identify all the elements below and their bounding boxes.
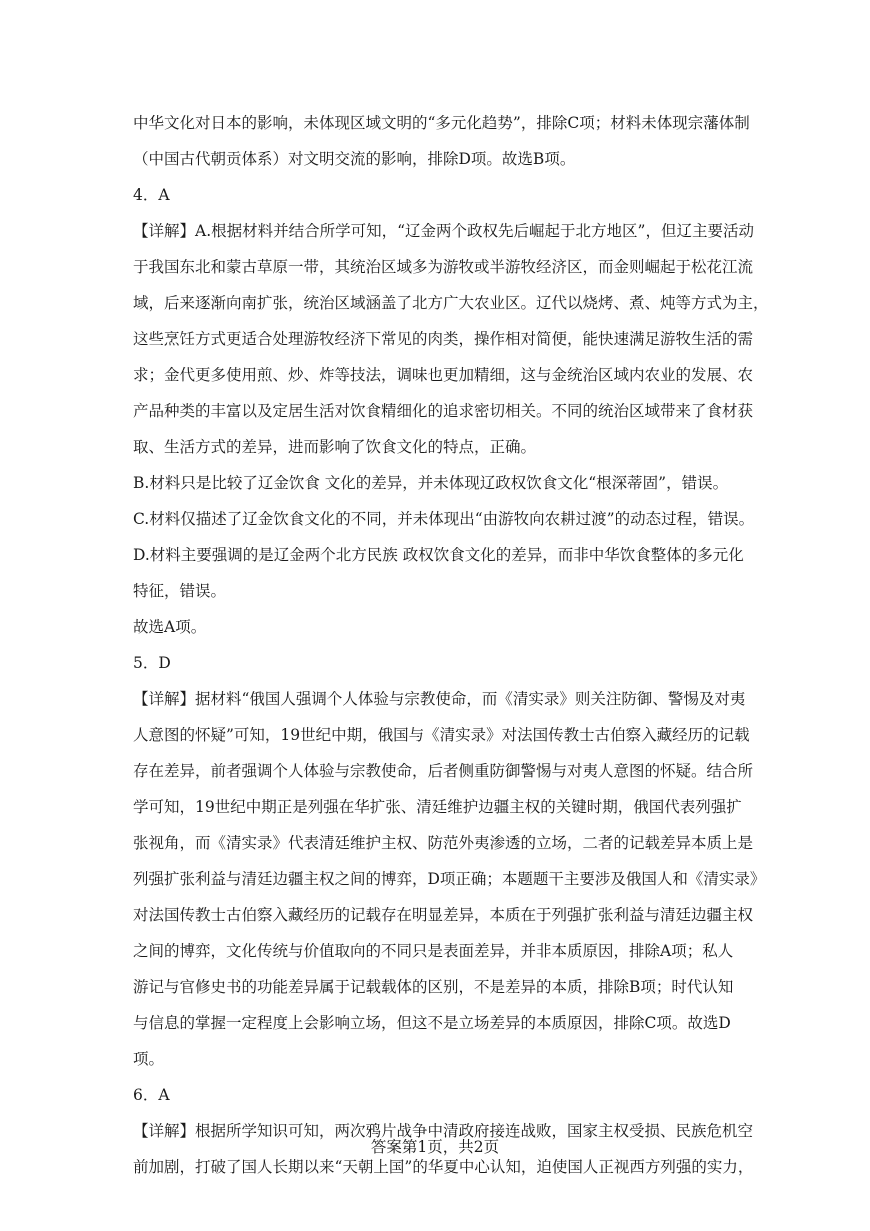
text-line: 与信息的掌握一定程度上会影响立场，但这不是立场差异的本质原因，排除C项。故选D	[133, 1014, 731, 1032]
text-line: 列强扩张利益与清廷边疆主权之间的博弈，D项正确；本题题干主要涉及俄国人和《清实录》	[133, 870, 766, 888]
text-line: B.材料只是比较了辽金饮食 文化的差异，并未体现辽政权饮食文化“根深蒂固”，错误。	[133, 474, 729, 492]
text-line: 这些烹饪方式更适合处理游牧经济下常见的肉类，操作相对简便，能快速满足游牧生活的需	[133, 330, 754, 348]
text-line: 产品种类的丰富以及定居生活对饮食精细化的追求密切相关。不同的统治区域带来了食材获	[133, 402, 754, 420]
text-line: 取、生活方式的差异，进而影响了饮食文化的特点，正确。	[133, 438, 537, 456]
text-line: 域，后来逐渐向南扩张，统治区域涵盖了北方广大农业区。辽代以烧烤、煮、炖等方式为主，	[133, 294, 769, 312]
text-line: 【详解】A.根据材料并结合所学可知，“辽金两个政权先后崛起于北方地区”，但辽主要活动	[133, 222, 754, 240]
text-line: 游记与官修史书的功能差异属于记载载体的区别，不是差异的本质，排除B项；时代认知	[133, 978, 734, 996]
text-line: 之间的博弈，文化传统与价值取向的不同只是表面差异，并非本质原因，排除A项；私人	[133, 942, 734, 960]
text-line: D.材料主要强调的是辽金两个北方民族 政权饮食文化的差异，而非中华饮食整体的多元化	[133, 546, 744, 564]
text-line: 【详解】据材料“俄国人强调个人体验与宗教使命，而《清实录》则关注防御、警惕及对夷	[133, 690, 746, 708]
text-line: 求；金代更多使用煎、炒、炸等技法，调味也更加精细，这与金统治区域内农业的发展、农	[133, 366, 754, 384]
question-number: 5．D	[133, 654, 171, 672]
text-line: 存在差异，前者强调个人体验与宗教使命，后者侧重防御警惕与对夷人意图的怀疑。结合所	[133, 762, 754, 780]
text-line: 前加剧，打破了国人长期以来“天朝上国”的华夏中心认知，迫使国人正视西方列强的实力，	[133, 1158, 754, 1176]
text-line: C.材料仅描述了辽金饮食文化的不同，并未体现出“由游牧向农耕过渡”的动态过程，错误。	[133, 510, 755, 528]
text-line: 学可知，19世纪中期正是列强在华扩张、清廷维护边疆主权的关键时期，俄国代表列强扩	[133, 798, 742, 816]
text-line: 中华文化对日本的影响，未体现区域文明的“多元化趋势”，排除C项；材料未体现宗藩体制	[133, 114, 750, 132]
text-line: 对法国传教士古伯察入藏经历的记载存在明显差异，本质在于列强扩张利益与清廷边疆主权	[133, 906, 754, 924]
question-number: 6．A	[133, 1086, 170, 1104]
text-line: 人意图的怀疑”可知，19世纪中期，俄国与《清实录》对法国传教士古伯察入藏经历的记载	[133, 726, 750, 744]
question-number: 4．A	[133, 186, 170, 204]
text-line: （中国古代朝贡体系）对文明交流的影响，排除D项。故选B项。	[133, 150, 576, 168]
text-line: 【详解】根据所学知识可知，两次鸦片战争中清政府接连战败，国家主权受损、民族危机空	[133, 1122, 754, 1140]
text-line: 特征，错误。	[133, 582, 227, 600]
page-footer: 答案第1页，共2页	[370, 1138, 500, 1156]
text-line: 项。	[133, 1050, 165, 1068]
text-line: 故选A项。	[133, 618, 207, 636]
text-line: 张视角，而《清实录》代表清廷维护主权、防范外夷渗透的立场，二者的记载差异本质上是	[133, 834, 754, 852]
text-line: 于我国东北和蒙古草原一带，其统治区域多为游牧或半游牧经济区，而金则崛起于松花江流	[133, 258, 754, 276]
